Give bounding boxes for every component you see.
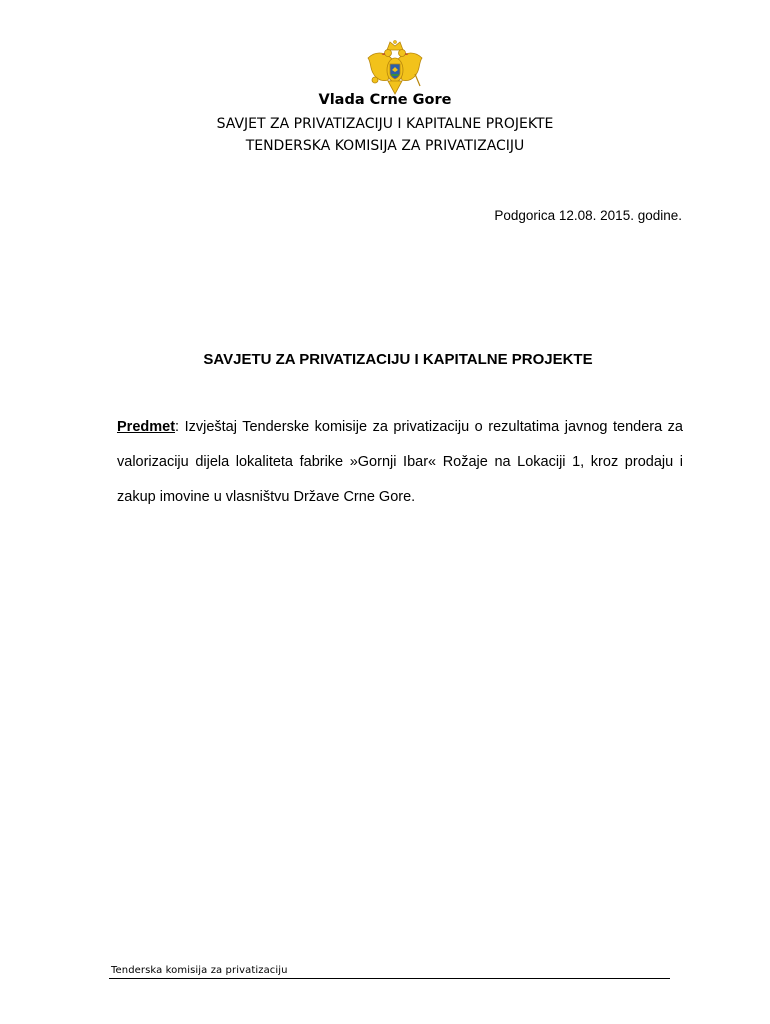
- footer-rule: [109, 978, 670, 979]
- commission-name: TENDERSKA KOMISIJA ZA PRIVATIZACIJU: [245, 138, 525, 154]
- council-name: SAVJET ZA PRIVATIZACIJU I KAPITALNE PROJEKTE: [216, 116, 554, 132]
- subject-paragraph: [117, 410, 683, 515]
- footer-text: Tenderska komisija za privatizaciju: [111, 965, 288, 976]
- subject-label: Predmet: [117, 419, 176, 435]
- government-title: Vlada Crne Gore: [318, 92, 452, 108]
- coat-of-arms-icon: [366, 40, 424, 96]
- subject-separator: :: [175, 419, 180, 435]
- addressee-heading: SAVJETU ZA PRIVATIZACIJU I KAPITALNE PROJEKTE: [203, 351, 593, 368]
- date-line: Podgorica 12.08. 2015. godine.: [494, 208, 682, 223]
- subject-text: Izvještaj Tenderske komisije za privatizaciju o rezultatima javnog tendera za valorizaciju dijela lokaliteta fabrike »Gornji Ibar« Rožaje na Lokaciji 1, kroz prodaju i zakup imovine u vlasništvu Države Crne Gore.: [117, 419, 683, 505]
